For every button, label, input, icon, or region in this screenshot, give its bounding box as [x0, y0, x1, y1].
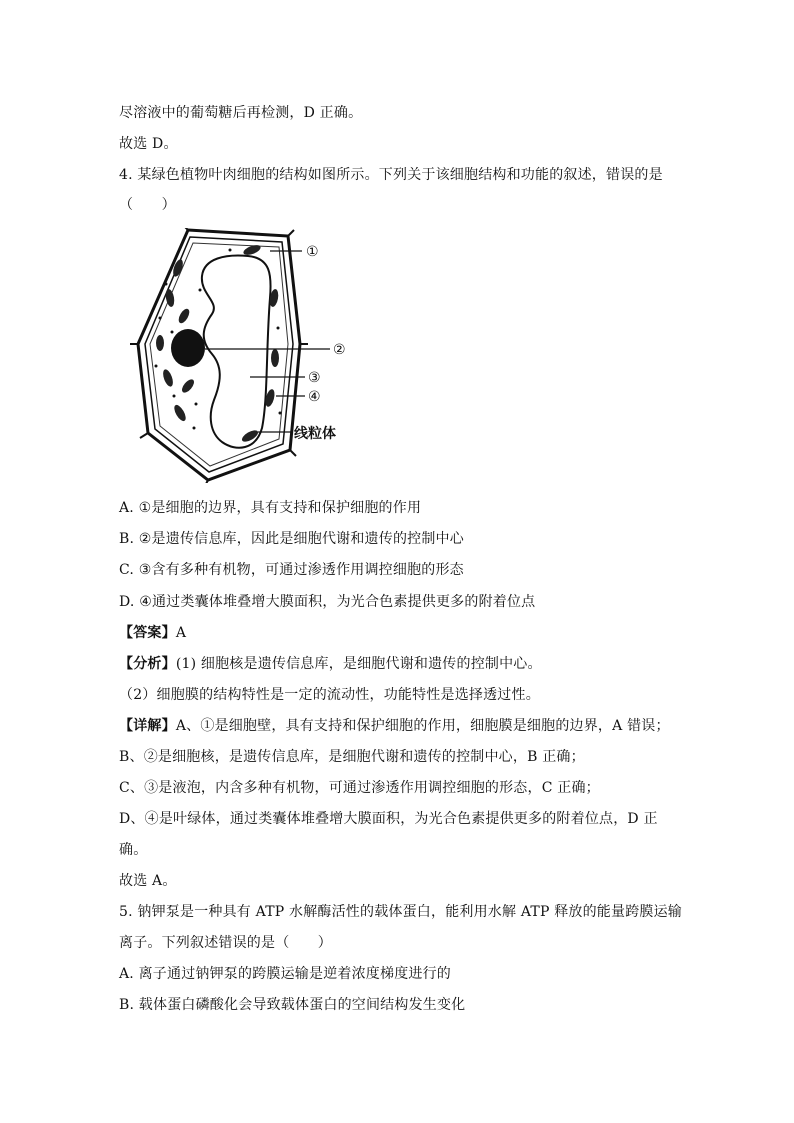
analysis-line-1 — [119, 655, 542, 673]
option-b: B. ②是遗传信息库，因此是细胞代谢和遗传的控制中心 — [119, 531, 464, 547]
text-line-2: 故选 D。 — [119, 136, 178, 152]
question-4-stem: 4. 某绿色植物叶肉细胞的结构如图所示。下列关于该细胞结构和功能的叙述，错误的是 — [119, 167, 663, 183]
detail-line-1 — [119, 717, 670, 735]
q5-option-a: A. 离子通过钠钾泵的跨膜运输是逆着浓度梯度进行的 — [119, 966, 452, 982]
label-3: ③ — [308, 370, 321, 386]
q5-option-b: B. 载体蛋白磷酸化会导致载体蛋白的空间结构发生变化 — [119, 997, 466, 1013]
answer-tag: 【答案】 — [119, 625, 176, 641]
text-line-1: 尽溶液中的葡萄糖后再检测，D 正确。 — [119, 105, 363, 121]
vacuole — [202, 256, 271, 448]
analysis-line-2: （2）细胞膜的结构特性是一定的流动性，功能特性是选择透过性。 — [119, 687, 540, 703]
label-2: ② — [333, 342, 346, 358]
detail-line-4: D、④是叶绿体，通过类囊体堆叠增大膜面积，为光合色素提供更多的附着位点，D 正 — [119, 811, 658, 827]
detail-text-1: A、①是细胞壁，具有支持和保护细胞的作用，细胞膜是细胞的边界，A 错误； — [175, 718, 670, 734]
detail-line-5: 确。 — [119, 842, 148, 858]
detail-tag: 【详解】 — [119, 718, 176, 734]
label-1: ① — [306, 244, 319, 260]
analysis-tag: 【分析】 — [119, 656, 176, 672]
label-mitochondria: 线粒体 — [294, 426, 336, 442]
option-d: D. ④通过类囊体堆叠增大膜面积，为光合色素提供更多的附着位点 — [119, 594, 536, 610]
answer-line — [119, 624, 186, 642]
plant-cell-diagram — [130, 228, 360, 483]
option-c: C. ③含有多种有机物，可通过渗透作用调控细胞的形态 — [119, 562, 464, 578]
question-4-paren: （ ） — [119, 197, 176, 213]
detail-line-2: B、②是细胞核，是遗传信息库，是细胞代谢和遗传的控制中心，B 正确； — [119, 749, 585, 765]
analysis-text-1: (1) 细胞核是遗传信息库，是细胞代谢和遗传的控制中心。 — [175, 656, 542, 672]
detail-line-3: C、③是液泡，内含多种有机物，可通过渗透作用调控细胞的形态，C 正确； — [119, 780, 600, 796]
nucleus — [171, 329, 205, 367]
conclusion-line: 故选 A。 — [119, 873, 177, 889]
question-5-stem-2: 离子。下列叙述错误的是（ ） — [119, 935, 332, 951]
label-4: ④ — [308, 389, 321, 405]
question-5-stem-1: 5. 钠钾泵是一种具有 ATP 水解酶活性的载体蛋白，能利用水解 ATP 释放的能量跨膜运输 — [119, 904, 683, 920]
answer-value: A — [175, 625, 187, 641]
option-a: A. ①是细胞的边界，具有支持和保护细胞的作用 — [119, 500, 422, 516]
